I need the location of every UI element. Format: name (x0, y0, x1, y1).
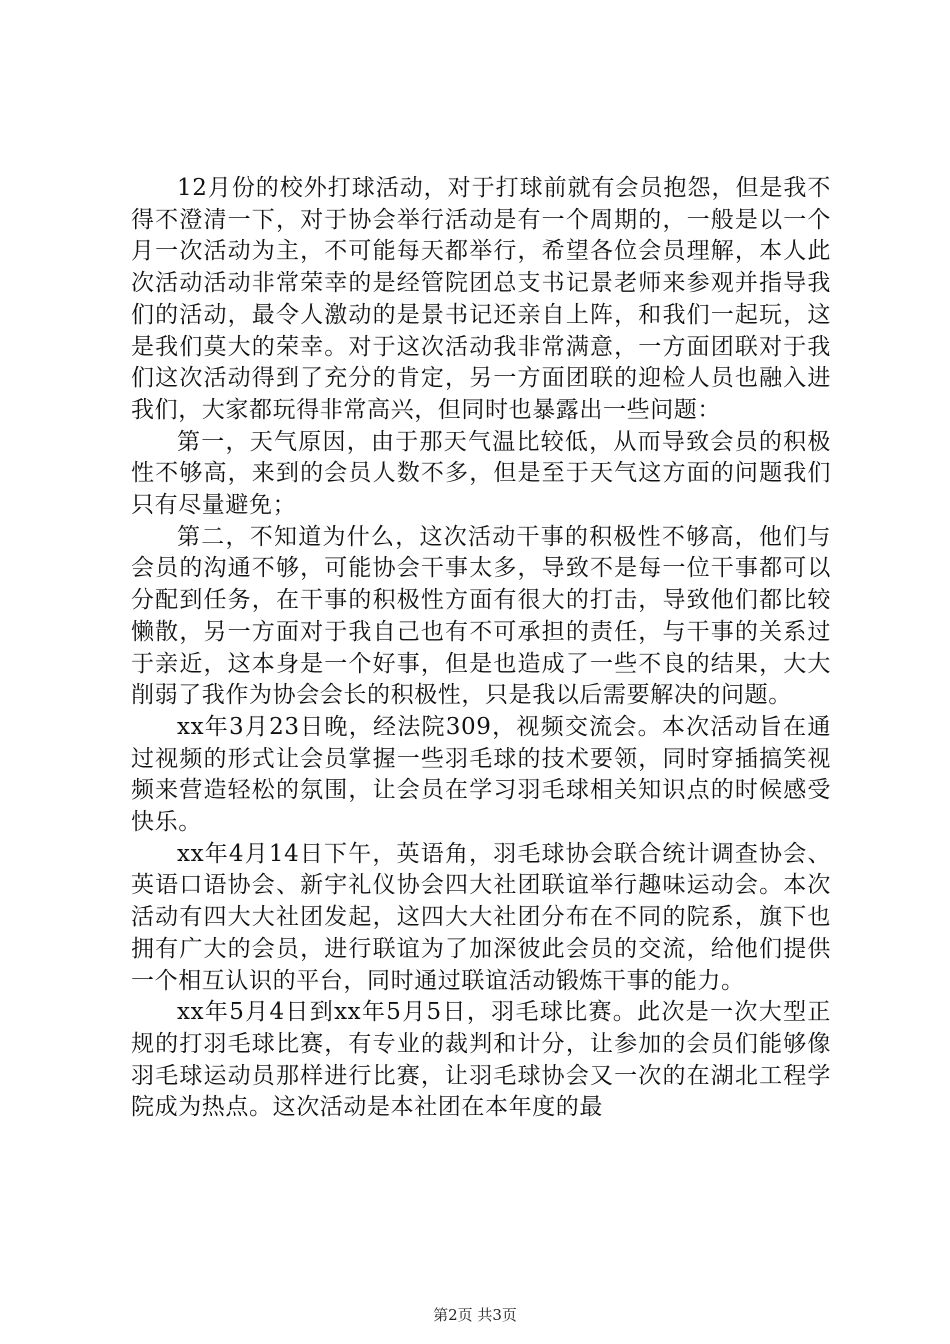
paragraph: xx年3月23日晚，经法院309，视频交流会。本次活动旨在通过视频的形式让会员掌握一些羽毛球的技术要领，同时穿插搞笑视频来营造轻松的氛围，让会员在学习羽毛球相关知识点的时候感受快乐。 (131, 713, 831, 836)
paragraph: 12月份的校外打球活动，对于打球前就有会员抱怨，但是我不得不澄清一下，对于协会举行活动是有一个周期的，一般是以一个月一次活动为主，不可能每天都举行，希望各位会员理解，本人此次活动活动非常荣幸的是经管院团总支书记景老师来参观并指导我们的活动，最令人激动的是景书记还亲自上阵，和我们一起玩，这是我们莫大的荣幸。对于这次活动我非常满意，一方面团联对于我们这次活动得到了充分的肯定，另一方面团联的迎检人员也融入进我们，大家都玩得非常高兴，但同时也暴露出一些问题： (131, 175, 831, 423)
page-footer: 第2页 共3页 (433, 1306, 517, 1324)
paragraph: 第二，不知道为什么，这次活动干事的积极性不够高，他们与会员的沟通不够，可能协会干事太多，导致不是每一位干事都可以分配到任务，在干事的积极性方面有很大的打击，导致他们都比较懒散，另一方面对于我自己也有不可承担的责任，与干事的关系过于亲近，这本身是一个好事，但是也造成了一些不良的结果，大大削弱了我作为协会会长的积极性，只是我以后需要解决的问题。 (131, 523, 831, 709)
paragraph: xx年4月14日下午，英语角，羽毛球协会联合统计调查协会、英语口语协会、新宇礼仪协会四大社团联谊举行趣味运动会。本次活动有四大大社团发起，这四大大社团分布在不同的院系，旗下也拥有广大的会员，进行联谊为了加深彼此会员的交流，给他们提供一个相互认识的平台，同时通过联谊活动锻炼干事的能力。 (131, 840, 831, 994)
paragraph: 第一，天气原因，由于那天气温比较低，从而导致会员的积极性不够高，来到的会员人数不多，但是至于天气这方面的问题我们只有尽量避免； (131, 428, 831, 519)
paragraph: xx年5月4日到xx年5月5日，羽毛球比赛。此次是一次大型正规的打羽毛球比赛，有专业的裁判和计分，让参加的会员们能够像羽毛球运动员那样进行比赛，让羽毛球协会又一次的在湖北工程学院成为热点。这次活动是本社团在本年度的最 (131, 999, 831, 1121)
document-body (131, 173, 831, 1124)
